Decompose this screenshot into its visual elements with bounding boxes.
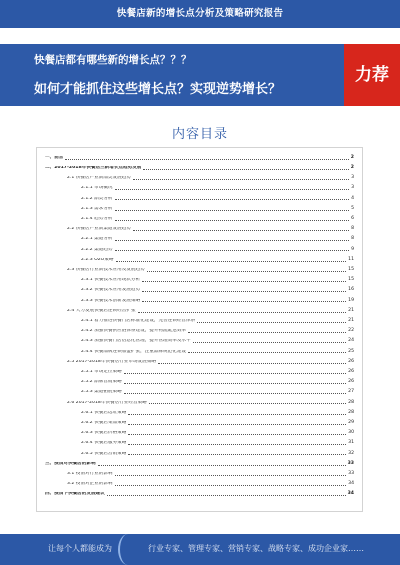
- toc-entry-text: 2.6.1 快餐店选址策略: [81, 410, 127, 415]
- toc-page-number: 2: [350, 164, 354, 170]
- toc-dot-leader: [115, 475, 347, 476]
- toc-entry-text: 三、疫情对快餐店的影响: [45, 461, 96, 466]
- toc-page-number: 11: [348, 256, 354, 262]
- toc-dot-leader: [115, 199, 350, 200]
- toc-entry-text: 2.2.3 O2O策略: [81, 257, 114, 262]
- toc-dot-leader: [142, 281, 346, 282]
- toc-entry-text: 2.4 大力发展快餐店连锁经营扩张: [67, 308, 136, 313]
- toc-dot-leader: [128, 434, 346, 435]
- toc-page-number: 2: [350, 154, 354, 160]
- toc-entry-text: 一、前言: [45, 155, 64, 160]
- toc-entry-text: 2.3 快餐店行业新技术应用及发展趋势: [67, 267, 145, 272]
- toc-dot-leader: [115, 240, 350, 241]
- toc-entry-text: 2.6.5 快餐店营销策略: [81, 451, 127, 456]
- toc-entry-text: 2.3.3 快餐技术创新发展策略: [81, 298, 141, 303]
- toc-dot-leader: [107, 495, 346, 496]
- toc-entry-text: 2.4.4 快餐品牌连锁加盟扩张，注重品牌规范化建设: [81, 349, 187, 354]
- toc-dot-leader: [158, 363, 346, 364]
- toc-page-number: 24: [348, 338, 354, 344]
- toc-page-number: 21: [348, 307, 354, 313]
- toc-dot-leader: [133, 179, 349, 180]
- toc-page-number: 6: [351, 215, 354, 221]
- toc-page-number: 26: [348, 368, 354, 374]
- toc-page-number: 3: [351, 175, 354, 181]
- toc-dot-leader: [197, 322, 346, 323]
- toc-page-number: 28: [348, 409, 354, 415]
- toc-dot-leader: [142, 291, 346, 292]
- toc-entry-text: 2.6.2 快餐店菜品策略: [81, 420, 127, 425]
- report-header: 快餐店新的增长点分析及策略研究报告: [0, 0, 400, 28]
- toc-dot-leader: [128, 424, 346, 425]
- toc-entry-text: 2.4.2 加强快餐供应链体系建设，提升物流配送效率: [81, 329, 187, 334]
- table-of-contents: [36, 147, 363, 512]
- toc-entry-text: 2.5.2 品牌营销策略: [81, 380, 122, 385]
- toc-dot-leader: [128, 414, 346, 415]
- toc-entry-text: 2.6.3 快餐店价格策略: [81, 431, 127, 436]
- toc-page-number: 3: [351, 185, 354, 191]
- toc-entry-text: 2.6 2017-2018年快餐店行业经营策略: [67, 400, 147, 405]
- toc-entry-text: 3.1 疫情对行业的影响: [67, 471, 113, 476]
- toc-dot-leader: [115, 485, 347, 486]
- toc-page-number: 21: [348, 317, 354, 323]
- toc-entry-text: 二、2017-2018年快餐店三新增长点趋势发展: [45, 165, 142, 170]
- toc-entry-text: 2.5.1 市场定位策略: [81, 369, 122, 374]
- toc-page-number: 33: [347, 460, 354, 466]
- toc-entry-text: 2.1 快餐店产业新品类发展趋势: [67, 176, 131, 181]
- toc-dot-leader: [124, 393, 346, 394]
- toc-page-number: 30: [348, 430, 354, 436]
- toc-page-number: 15: [348, 277, 354, 283]
- toc-dot-leader: [188, 352, 346, 353]
- toc-entry-text: 2.4.1 着力推进快餐门店标准化建设，完善连锁经营体系: [81, 318, 196, 323]
- toc-entry-text: 2.3.1 快餐技术应用现状分析: [81, 278, 141, 283]
- toc-dot-leader: [115, 210, 350, 211]
- toc-entry-text: 3.2 疫情对企业的影响: [67, 482, 113, 487]
- toc-dot-leader: [142, 301, 346, 302]
- toc-page-number: 34: [348, 481, 354, 487]
- toc-entry-text: 2.2 快餐店产业新渠道发展趋势: [67, 227, 131, 232]
- toc-page-number: 34: [347, 491, 354, 497]
- toc-page-number: 27: [348, 389, 354, 395]
- toc-dot-leader: [143, 169, 348, 170]
- toc-dot-leader: [124, 373, 346, 374]
- recommend-badge: 力荐: [344, 44, 400, 106]
- toc-entry-text: 2.2.2 渠道趋势: [81, 247, 113, 252]
- banner-question-2: 如何才能抓住这些增长点？实现逆势增长？: [34, 82, 282, 97]
- toc-entry-text: 2.6.4 快餐店服务策略: [81, 441, 127, 446]
- toc-page-number: 26: [348, 379, 354, 385]
- toc-page-number: 9: [351, 246, 354, 252]
- toc-page-number: 16: [348, 287, 354, 293]
- toc-entry-text: 2.4.3 加强快餐门店信息化管理，提升管理效率及水平: [81, 339, 191, 344]
- toc-title: 内容目录: [171, 127, 228, 142]
- toc-page-number: 15: [348, 266, 354, 272]
- toc-page-number: 25: [348, 348, 354, 354]
- toc-dot-leader: [133, 230, 349, 231]
- toc-entry-text: 2.5 2017-2018年快餐店行业市场发展策略: [67, 359, 156, 364]
- footer-divider-arc: [118, 534, 138, 565]
- toc-dot-leader: [115, 189, 350, 190]
- banner-question-1: 快餐店都有哪些新的增长点？？？: [34, 54, 192, 66]
- toc-entry-text: 2.1.2 品类分析: [81, 196, 113, 201]
- toc-page-number: 19: [348, 297, 354, 303]
- toc-page-number: 22: [348, 328, 354, 334]
- toc-dot-leader: [188, 332, 346, 333]
- toc-dot-leader: [124, 383, 346, 384]
- toc-entry-text: 2.2.1 渠道分析: [81, 237, 113, 242]
- toc-dot-leader: [147, 271, 346, 272]
- toc-entry-text: 2.5.3 渠道拓展策略: [81, 390, 122, 395]
- toc-page-number: 8: [351, 236, 354, 242]
- toc-entry-text: 2.1.1 市场概况: [81, 186, 113, 191]
- toc-page-number: 29: [348, 419, 354, 425]
- toc-entry-text: 2.1.4 趋势分析: [81, 216, 113, 221]
- toc-dot-leader: [128, 454, 346, 455]
- toc-dot-leader: [149, 403, 346, 404]
- toc-page-number: 32: [348, 450, 354, 456]
- toc-entry-text: 四、疫情下快餐店的发展建议: [45, 492, 105, 497]
- toc-dot-leader: [65, 159, 348, 160]
- toc-dot-leader: [193, 342, 347, 343]
- toc-page-number: 4: [351, 195, 354, 201]
- toc-entry-text: 2.1.3 需求分析: [81, 206, 113, 211]
- toc-page-number: 33: [348, 470, 354, 476]
- toc-page-number: 5: [351, 205, 354, 211]
- toc-page-number: 28: [348, 399, 354, 405]
- toc-dot-leader: [115, 250, 350, 251]
- toc-dot-leader: [98, 465, 346, 466]
- footer-left-text: 让每个人都能成为: [48, 544, 112, 553]
- footer-right-text: 行业专家、管理专家、营销专家、战略专家、成功企业家……: [148, 544, 364, 553]
- toc-page-number: 8: [351, 226, 354, 232]
- toc-dot-leader: [138, 312, 347, 313]
- toc-dot-leader: [115, 220, 350, 221]
- toc-entry-text: 2.3.2 快餐技术应用发展趋势: [81, 288, 141, 293]
- toc-dot-leader: [128, 444, 346, 445]
- question-banner: [0, 44, 400, 106]
- toc-page-number: 31: [348, 440, 354, 446]
- footer-bar: [0, 534, 400, 565]
- toc-dot-leader: [116, 261, 347, 262]
- toc-page-number: 26: [348, 358, 354, 364]
